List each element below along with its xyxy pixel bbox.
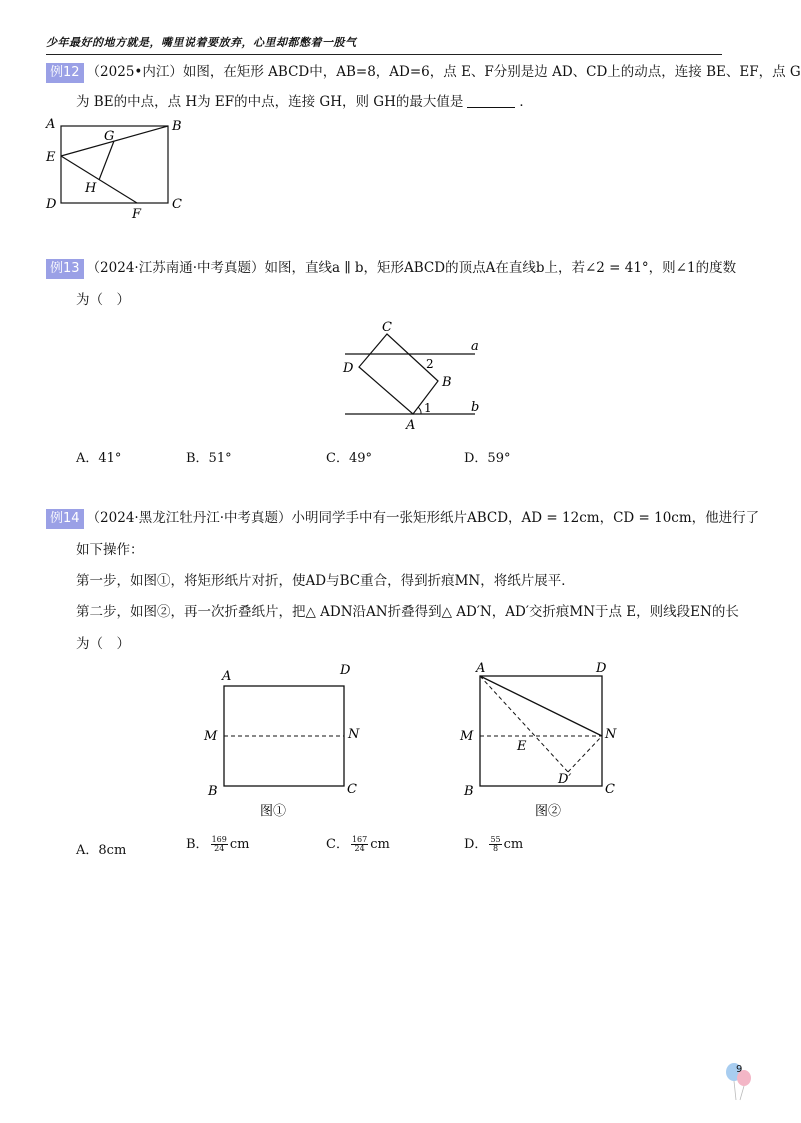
q14-option-c[interactable] [326,833,390,853]
q14-option-c-numerator: 167 [351,835,368,844]
q14-fig2-segment-ADp [480,676,568,772]
q14-option-b-unit: cm [229,837,250,852]
q14-fig2-label-M: M [460,729,474,744]
q12-segment-GH [99,141,114,180]
q13-option-a[interactable]: A．41° [76,451,122,466]
q13-line1 [46,258,736,279]
q12-label-B: B [172,119,182,134]
q14-figure1 [200,658,370,818]
q12-label-D: D [46,197,57,212]
balloon-string-1 [734,1081,736,1100]
q14-option-b-denominator: 24 [214,844,225,853]
q14-option-d-fraction [489,836,501,853]
q12-answer-blank[interactable] [467,93,515,108]
q14-fig2-label-B: B [464,784,474,799]
q14-fig1-label-B: B [208,784,218,799]
q14-fig2-fold-AN [480,676,602,736]
q14-option-b-fraction [211,836,228,853]
q14-fig2-rectangle [480,676,602,786]
q14-option-b[interactable] [186,833,249,853]
q14-option-c-unit: cm [370,837,390,852]
page-number: 9 [736,1064,743,1075]
q12-text-line2: 为 BE的中点，点 H为 EF的中点，连接 GH，则 GH的最大值是 [76,94,464,110]
q14-option-c-prefix: C． [326,837,349,852]
q14-text-line3: 第一步，如图①，将矩形纸片对折，使AD与BC重合，得到折痕MN，将纸片展平． [76,573,575,589]
q12-label-A: A [46,117,56,132]
q13-label-B: B [442,375,452,390]
q13-option-d[interactable]: D．59° [464,451,511,466]
q13-label-C: C [382,320,392,335]
q14-option-d-prefix: D． [464,837,488,852]
q14-fig1-label-N: N [348,727,360,742]
q13-tag: 例13 [46,259,84,279]
q13-figure [335,316,495,436]
q14-fig2-label-E: E [517,739,527,754]
q13-label-D: D [343,361,354,376]
page-header-slogan: 少年最好的地方就是，嘴里说着要放弃，心里却都憋着一股气 [46,34,722,55]
q14-text-line1: （2024·黑龙江牡丹江·中考真题）小明同学手中有一张矩形纸片ABCD，AD = 12cm，CD = 10cm，他进行了 [86,510,760,526]
q13-label-angle2: 2 [426,357,434,371]
q14-fig1-label-A: A [222,669,232,684]
q14-option-a[interactable]: A．8cm [76,843,127,858]
q12-text-period: ． [519,94,533,110]
q13-text-line2: 为（ ） [76,292,130,308]
q12-line2 [76,92,533,112]
q14-figure2 [458,658,628,818]
q14-fig1-label-M: M [204,729,218,744]
q14-fig2-label-C: C [605,782,615,797]
q14-option-d-denominator: 8 [492,844,499,853]
q14-option-d-numerator: 55 [490,835,501,844]
q12-label-E: E [46,150,56,165]
q14-option-d[interactable] [464,833,523,853]
q14-option-c-fraction [351,836,368,853]
q14-fig2-caption: 图② [535,804,562,819]
q14-fig2-label-N: N [605,727,617,742]
q14-option-d-unit: cm [503,837,524,852]
q12-label-G: G [104,129,115,144]
q12-label-C: C [172,197,182,212]
q14-option-c-denominator: 24 [354,844,365,853]
q14-fig2-label-A: A [476,661,486,676]
q13-label-angle1: 1 [424,401,432,415]
q13-option-c[interactable]: C．49° [326,451,372,466]
q13-label-b: b [471,400,480,415]
q13-label-A: A [406,418,416,433]
q14-option-b-numerator: 169 [211,835,227,844]
q12-label-F: F [132,207,142,222]
q14-fig1-label-C: C [347,782,357,797]
q12-text-line1: （2025•内江）如图，在矩形 ABCD中，AB=8，AD=6，点 E、F分别是边 AD、CD上的动点，连接 BE、EF，点 G [86,64,801,80]
q13-option-b[interactable]: B．51° [186,451,232,466]
q14-fig2-label-D: D [596,661,607,676]
q14-tag: 例14 [46,509,84,529]
q14-option-b-prefix: B． [186,837,209,852]
q12-tag: 例12 [46,63,84,83]
q12-segment-BE [61,126,168,156]
q14-text-line2: 如下操作： [76,542,144,558]
q13-angle1-arc [418,407,421,414]
q14-fig2-segment-DpN [568,736,602,772]
q12-figure [40,114,180,224]
q12-line1 [46,62,801,83]
q12-rectangle [61,126,168,203]
q13-text-line1: （2024·江苏南通·中考真题）如图，直线a ∥ b，矩形ABCD的顶点A在直线b上，若∠2 = 41°，则∠1的度数 [86,260,737,276]
q14-line1 [46,508,759,529]
q14-fig1-caption: 图① [260,804,287,819]
q12-label-H: H [85,181,97,196]
q14-text-line4: 第二步，如图②，再一次折叠纸片，把△ ADN沿AN折叠得到△ AD′N，AD′交折痕MN于点 E，则线段EN的长 [76,604,739,620]
q13-label-a: a [471,339,479,354]
q14-fig1-label-D: D [340,663,351,678]
q14-fig2-label-Dprime: D′ [558,772,572,787]
q14-text-line5: 为（ ） [76,636,130,652]
balloon-string-2 [740,1086,744,1100]
